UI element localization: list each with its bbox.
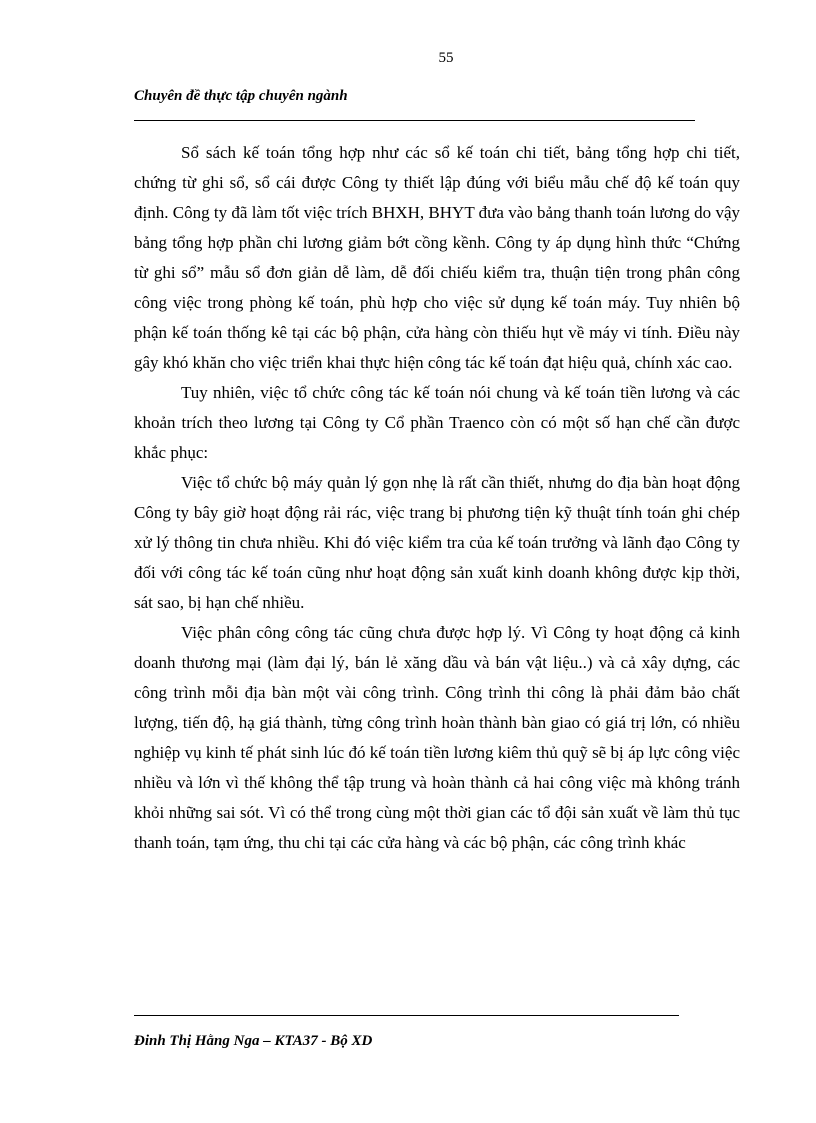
header-rule (134, 120, 695, 121)
footer-rule (134, 1015, 679, 1016)
footer-author: Đinh Thị Hằng Nga – KTA37 - Bộ XD (134, 1033, 373, 1049)
paragraph-2: Tuy nhiên, việc tổ chức công tác kế toán nói chung và kế toán tiền lương và các khoản trích theo lương tại Công ty Cổ phần Traenco còn có một số hạn chế cần được khắc phục: (134, 383, 740, 462)
paragraph-3: Việc tổ chức bộ máy quản lý gọn nhẹ là rất cần thiết, nhưng do địa bàn hoạt động Công ty bây giờ hoạt động rải rác, việc trang bị phương tiện kỹ thuật tính toán ghi chép xử lý thông tin chưa nhiều. Khi đó việc kiểm tra của kế toán trưởng và lãnh đạo Công ty đối với công tác kế toán cũng như hoạt động sản xuất kinh doanh không được kịp thời, sát sao, bị hạn chế nhiều. (134, 473, 740, 612)
body-text (134, 138, 740, 858)
paragraph-4: Việc phân công công tác cũng chưa được hợp lý. Vì Công ty hoạt động cả kinh doanh thương mại (làm đại lý, bán lẻ xăng dầu và bán vật liệu..) và cả xây dựng, các công trình mỗi địa bàn một vài công trình. Công trình thi công là phải đảm bảo chất lượng, tiến độ, hạ giá thành, từng công trình hoàn thành bàn giao có giá trị lớn, có nhiều nghiệp vụ kinh tế phát sinh lúc đó kế toán tiền lương kiêm thủ quỹ sẽ bị áp lực công việc nhiều và lớn vì thế không thể tập trung và hoàn thành cả hai công việc mà không tránh khỏi những sai sót. Vì có thể trong cùng một thời gian các tổ đội sản xuất về làm thủ tục thanh toán, tạm ứng, thu chi tại các cửa hàng và các bộ phận, các công trình khác (134, 623, 740, 852)
paragraph-1: Sổ sách kế toán tổng hợp như các sổ kế toán chi tiết, bảng tổng hợp chi tiết, chứng từ ghi sổ, sổ cái được Công ty thiết lập đúng với biểu mẫu chế độ kế toán quy định. Công ty đã làm tốt việc trích BHXH, BHYT đưa vào bảng thanh toán lương do vậy bảng tổng hợp phần chi lương giảm bớt cồng kềnh. Công ty áp dụng hình thức “Chứng từ ghi sổ” mẫu sổ đơn giản dễ làm, dễ đối chiếu kiểm tra, thuận tiện trong phân công công việc trong phòng kế toán, phù hợp cho việc sử dụng kế toán máy. Tuy nhiên bộ phận kế toán thống kê tại các bộ phận, cửa hàng còn thiếu hụt về máy vi tính. Điều này gây khó khăn cho việc triển khai thực hiện công tác kế toán đạt hiệu quả, chính xác cao. (134, 143, 740, 372)
header-title: Chuyên đề thực tập chuyên ngành (134, 88, 348, 104)
page-number: 55 (438, 50, 454, 66)
